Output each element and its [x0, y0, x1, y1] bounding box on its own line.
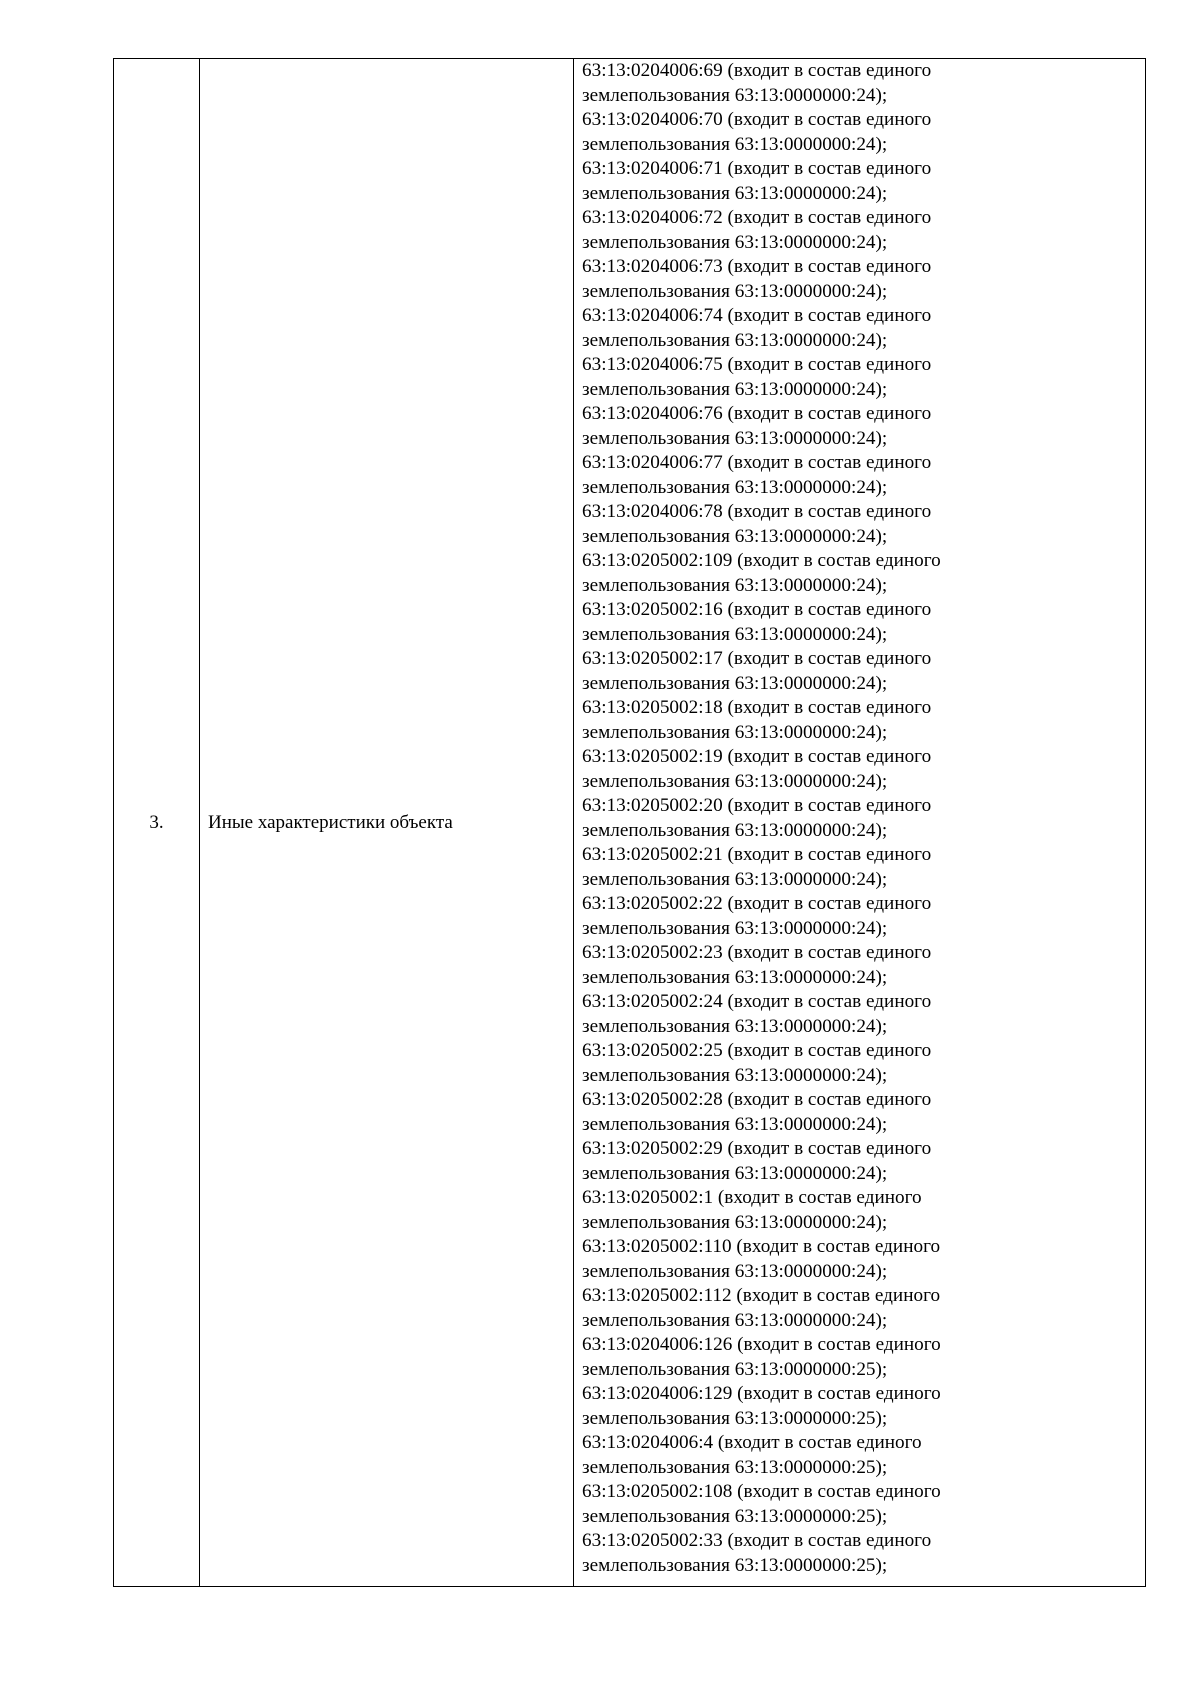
row-number: 3. — [149, 811, 164, 833]
list-item: 63:13:0204006:77 (входит в состав единого — [582, 452, 932, 473]
list-item: землепользования 63:13:0000000:24); — [582, 84, 888, 106]
list-item: землепользования 63:13:0000000:24); — [582, 329, 888, 351]
list-item: землепользования 63:13:0000000:24); — [582, 672, 888, 694]
list-item: 63:13:0204006:4 (входит в состав единого — [582, 1432, 922, 1453]
list-item: 63:13:0204006:76 (входит в состав единого — [582, 403, 932, 424]
list-item: 63:13:0204006:69 (входит в состав единого — [582, 60, 932, 81]
list-item: 63:13:0205002:108 (входит в состав единого — [582, 1481, 941, 1502]
list-item: землепользования 63:13:0000000:24); — [582, 819, 888, 841]
list-item: 63:13:0204006:129 (входит в состав единого — [582, 1383, 941, 1404]
list-item: 63:13:0204006:72 (входит в состав единого — [582, 207, 932, 228]
list-item: землепользования 63:13:0000000:25); — [582, 1358, 888, 1380]
list-item: 63:13:0205002:29 (входит в состав единого — [582, 1138, 932, 1159]
list-item: землепользования 63:13:0000000:24); — [582, 182, 888, 204]
list-item: землепользования 63:13:0000000:24); — [582, 1064, 888, 1086]
list-item: 63:13:0205002:28 (входит в состав единого — [582, 1089, 932, 1110]
list-item: 63:13:0205002:16 (входит в состав единого — [582, 599, 932, 620]
list-item: 63:13:0205002:22 (входит в состав единого — [582, 893, 932, 914]
list-item: 63:13:0204006:71 (входит в состав единого — [582, 158, 932, 179]
list-item: землепользования 63:13:0000000:24); — [582, 623, 888, 645]
list-item: землепользования 63:13:0000000:24); — [582, 721, 888, 743]
row-value-cell — [574, 59, 1146, 1587]
list-item: землепользования 63:13:0000000:24); — [582, 231, 888, 253]
list-item: землепользования 63:13:0000000:24); — [582, 1113, 888, 1135]
list-item: 63:13:0205002:112 (входит в состав единого — [582, 1285, 941, 1306]
list-item: землепользования 63:13:0000000:24); — [582, 378, 888, 400]
list-item: землепользования 63:13:0000000:24); — [582, 427, 888, 449]
list-item: 63:13:0205002:24 (входит в состав единого — [582, 991, 932, 1012]
list-item: 63:13:0205002:25 (входит в состав единого — [582, 1040, 932, 1061]
list-item: 63:13:0204006:70 (входит в состав единого — [582, 109, 932, 130]
list-item: 63:13:0204006:73 (входит в состав единого — [582, 256, 932, 277]
list-item: 63:13:0205002:19 (входит в состав единого — [582, 746, 932, 767]
list-item: 63:13:0205002:20 (входит в состав единого — [582, 795, 932, 816]
list-item: землепользования 63:13:0000000:24); — [582, 868, 888, 890]
list-item: 63:13:0205002:21 (входит в состав единого — [582, 844, 932, 865]
list-item: землепользования 63:13:0000000:24); — [582, 1162, 888, 1184]
list-item: землепользования 63:13:0000000:24); — [582, 1309, 888, 1331]
list-item: 63:13:0205002:1 (входит в состав единого — [582, 1187, 922, 1208]
list-item: 63:13:0205002:109 (входит в состав единого — [582, 550, 941, 571]
list-item: 63:13:0204006:78 (входит в состав единого — [582, 501, 932, 522]
list-item: землепользования 63:13:0000000:25); — [582, 1407, 888, 1429]
list-item: 63:13:0205002:110 (входит в состав единого — [582, 1236, 941, 1257]
row-name-cell — [200, 59, 574, 1587]
cadastral-list — [582, 59, 1141, 1578]
row-number-cell — [114, 59, 200, 1587]
list-item: 63:13:0204006:126 (входит в состав единого — [582, 1334, 941, 1355]
list-item: землепользования 63:13:0000000:24); — [582, 525, 888, 547]
list-item: землепользования 63:13:0000000:24); — [582, 917, 888, 939]
list-item: землепользования 63:13:0000000:24); — [582, 1211, 888, 1233]
list-item: землепользования 63:13:0000000:24); — [582, 1260, 888, 1282]
list-item: землепользования 63:13:0000000:24); — [582, 1015, 888, 1037]
list-item: 63:13:0205002:33 (входит в состав единого — [582, 1530, 932, 1551]
characteristics-table — [113, 58, 1146, 1587]
list-item: 63:13:0205002:23 (входит в состав единого — [582, 942, 932, 963]
list-item: землепользования 63:13:0000000:24); — [582, 280, 888, 302]
list-item: 63:13:0205002:17 (входит в состав единого — [582, 648, 932, 669]
list-item: землепользования 63:13:0000000:24); — [582, 476, 888, 498]
list-item: землепользования 63:13:0000000:24); — [582, 574, 888, 596]
list-item: землепользования 63:13:0000000:25); — [582, 1456, 888, 1478]
list-item: землепользования 63:13:0000000:24); — [582, 770, 888, 792]
list-item: 63:13:0204006:74 (входит в состав единого — [582, 305, 932, 326]
list-item: землепользования 63:13:0000000:25); — [582, 1554, 888, 1576]
list-item: землепользования 63:13:0000000:24); — [582, 133, 888, 155]
list-item: 63:13:0204006:75 (входит в состав единого — [582, 354, 932, 375]
list-item: 63:13:0205002:18 (входит в состав единого — [582, 697, 932, 718]
table-row — [114, 59, 1146, 1587]
list-item: землепользования 63:13:0000000:25); — [582, 1505, 888, 1527]
row-name: Иные характеристики объекта — [208, 811, 453, 833]
list-item: землепользования 63:13:0000000:24); — [582, 966, 888, 988]
